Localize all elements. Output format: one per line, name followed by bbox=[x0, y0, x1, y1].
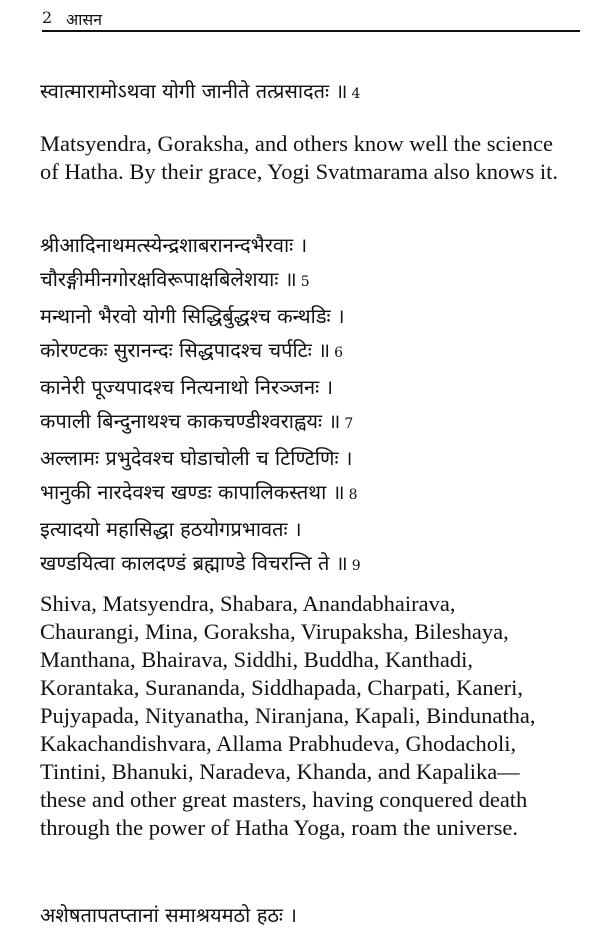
verse-line: मन्थानो भैरवो योगी सिद्धिर्बुद्धश्च कन्थडिः । bbox=[40, 304, 345, 328]
paragraph-line: Shiva, Matsyendra, Shabara, Anandabhairava, bbox=[40, 591, 456, 616]
paragraph-line: Tintini, Bhanuki, Naradeva, Khanda, and Kapalika— bbox=[40, 759, 520, 784]
running-header bbox=[42, 6, 580, 32]
verse-10-start bbox=[40, 898, 297, 932]
verse-4 bbox=[40, 74, 360, 111]
verse-line: चौरङ्गीमीनगोरक्षविरूपाक्षबिलेशयाः ॥ 5 bbox=[40, 267, 310, 291]
verse-text: स्वात्मारामोऽथवा योगी जानीते तत्प्रसादतः ॥ bbox=[40, 79, 348, 103]
verse-number: 6 bbox=[334, 345, 344, 361]
verse-line: खण्डयित्वा कालदण्डं ब्रह्माण्डे विचरन्ति ते ॥ 9 bbox=[40, 551, 361, 575]
verse-text: अशेषतापतप्तानां समाश्रयमठो हठः । bbox=[40, 903, 297, 927]
page-number: 2 bbox=[42, 8, 53, 27]
verse-line: कानेरी पूज्यपादश्च नित्यनाथो निरञ्जनः । bbox=[40, 375, 334, 399]
verse-number: 9 bbox=[351, 558, 361, 574]
verse-line: कपाली बिन्दुनाथश्च काकचण्डीश्वराह्वयः ॥ 7 bbox=[40, 409, 354, 433]
translation-paragraph-2 bbox=[40, 590, 535, 842]
verse-line: श्रीआदिनाथमत्स्येन्द्रशाबरानन्दभैरवाः । bbox=[40, 233, 308, 257]
verse-line: अल्लामः प्रभुदेवश्च घोडाचोली च टिण्टिणिः । bbox=[40, 446, 353, 470]
verse-line: इत्यादयो महासिद्धा हठयोगप्रभावतः । bbox=[40, 517, 302, 541]
verse-number: 7 bbox=[344, 416, 354, 432]
translation-paragraph-1 bbox=[40, 130, 558, 186]
paragraph-line: through the power of Hatha Yoga, roam the universe. bbox=[40, 815, 519, 840]
paragraph-line: of Hatha. By their grace, Yogi Svatmarama also knows it. bbox=[40, 159, 559, 184]
page-title: आसन bbox=[66, 10, 103, 29]
verses-5-9 bbox=[40, 228, 361, 583]
verse-number: 8 bbox=[348, 487, 358, 503]
paragraph-line: these and other great masters, having conquered death bbox=[40, 787, 528, 812]
verse-number: 5 bbox=[300, 274, 310, 290]
verse-line: कोरण्टकः सुरानन्दः सिद्धपादश्च चर्पटिः ॥ 6 bbox=[40, 338, 344, 362]
verse-line: भानुकी नारदेवश्च खण्डः कापालिकस्तथा ॥ 8 bbox=[40, 480, 358, 504]
paragraph-line: Matsyendra, Goraksha, and others know well the science bbox=[40, 131, 553, 156]
paragraph-line: Pujyapada, Nityanatha, Niranjana, Kapali, Bindunatha, bbox=[40, 703, 536, 728]
paragraph-line: Korantaka, Surananda, Siddhapada, Charpati, Kaneri, bbox=[40, 675, 523, 700]
verse-number: 4 bbox=[351, 86, 361, 102]
paragraph-line: Chaurangi, Mina, Goraksha, Virupaksha, Bileshaya, bbox=[40, 619, 509, 644]
paragraph-line: Manthana, Bhairava, Siddhi, Buddha, Kanthadi, bbox=[40, 647, 474, 672]
paragraph-line: Kakachandishvara, Allama Prabhudeva, Ghodacholi, bbox=[40, 731, 517, 756]
